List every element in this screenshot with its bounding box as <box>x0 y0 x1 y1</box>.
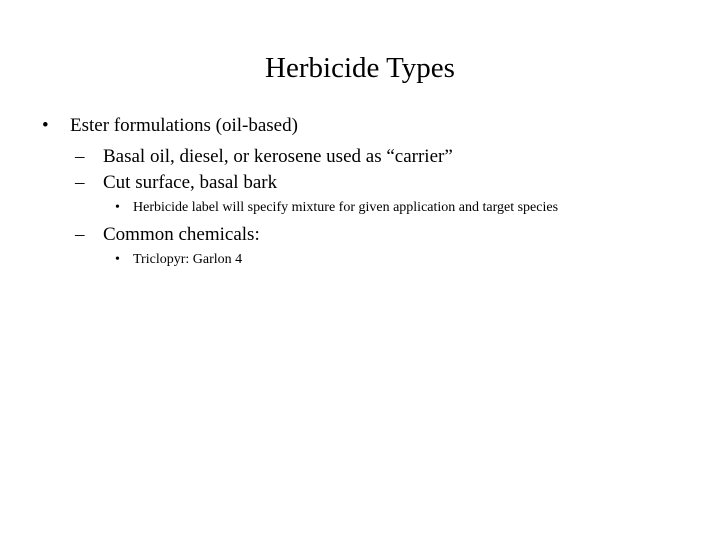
bullet-cut-surface <box>75 171 695 195</box>
dash-marker: – <box>75 172 85 193</box>
bullet-common-chemicals <box>75 223 695 247</box>
bullet-text: Ester formulations (oil-based) <box>70 115 298 136</box>
bullet-triclopyr <box>115 251 715 269</box>
dash-marker: – <box>75 146 85 167</box>
bullet-marker: • <box>42 115 49 136</box>
bullet-text: Herbicide label will specify mixture for given application and target species <box>133 200 559 215</box>
bullet-text: Basal oil, diesel, or kerosene used as “carrier” <box>103 146 453 167</box>
bullet-marker: • <box>115 200 120 215</box>
bullet-basal-oil <box>75 145 695 169</box>
dash-marker: – <box>75 224 85 245</box>
bullet-ester-formulations <box>42 114 682 138</box>
bullet-text: Cut surface, basal bark <box>103 172 278 193</box>
slide-title: Herbicide Types <box>265 52 455 84</box>
bullet-herbicide-label <box>115 199 715 217</box>
bullet-text: Common chemicals: <box>103 224 260 245</box>
bullet-text: Triclopyr: Garlon 4 <box>133 252 243 267</box>
bullet-marker: • <box>115 252 120 267</box>
